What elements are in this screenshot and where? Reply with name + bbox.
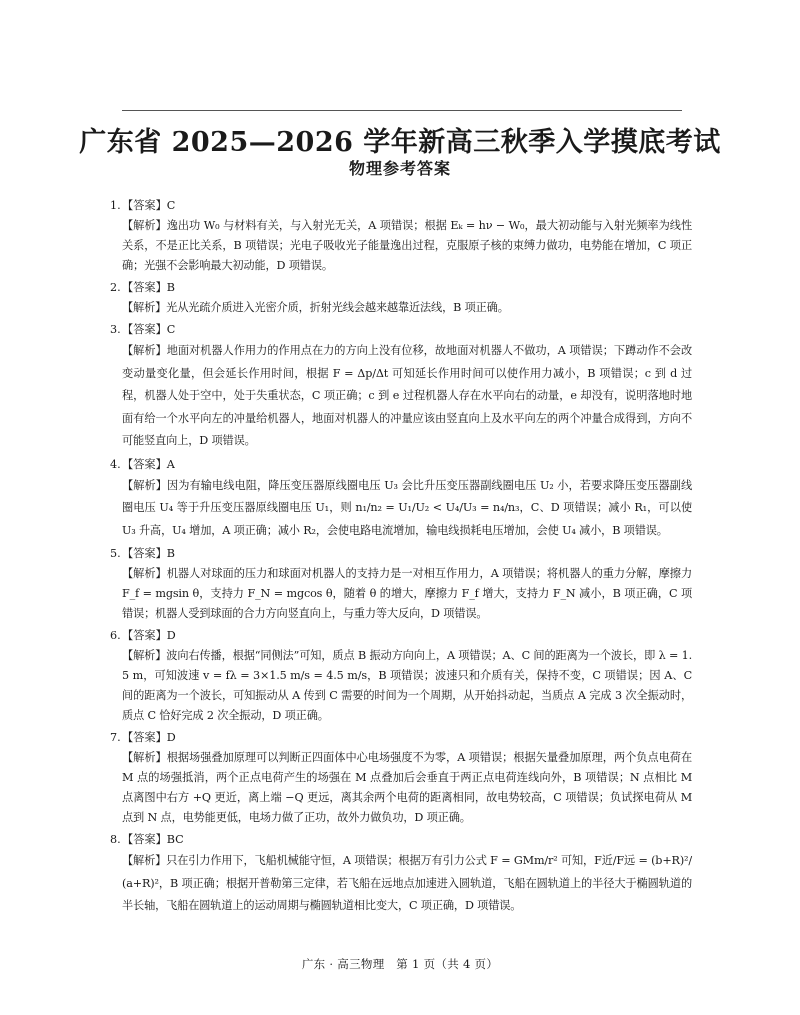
explanation: 【解析】地面对机器人作用力的作用点在力的方向上没有位移，故地面对机器人不做功，A 项错误；下蹲动作不会改变动量变化量，但会延长作用时间，根据 F = Δp/Δt 可知延长作用时间可以使作用力减小，B 项错误；c 到 d 过程，机器人处于空中，处于失重状态，C 项正确；c 到 e 过程机器人存在水平向右的动量，e 却没有，说明落地时地面有给一个水平向左的冲量给机器人，地面对机器人的冲量应该由竖直向上及水平向左的两个冲量合成得到，方向不可能竖直向上，D 项错误。 [122, 344, 692, 447]
header-rule [122, 110, 682, 111]
answer-label: 【答案】B [122, 281, 175, 294]
question-2 [110, 278, 692, 318]
question-number: 8. [110, 833, 121, 846]
explanation: 【解析】光从光疏介质进入光密介质，折射光线会越来越靠近法线，B 项正确。 [122, 301, 509, 314]
question-number: 5. [110, 547, 121, 560]
question-number: 3. [110, 323, 121, 336]
explanation: 【解析】波向右传播，根据“同侧法”可知，质点 B 振动方向向上，A 项错误；A、C 间的距离为一个波长，即 λ = 1.5 m，可知波速 v = fλ = 3×1.5 m/s = 4.5 m/s，B 项错误；波速只和介质有关，保持不变，C 项错误；因 A、C 间的距离为一个波长，可知振动从 A 传到 C 需要的时间为一个周期，从开始抖动起，当质点 A 完成 3 次全振动时，质点 C 恰好完成 2 次全振动，D 项正确。 [122, 649, 692, 722]
answer-label: 【答案】D [122, 629, 176, 642]
explanation: 【解析】逸出功 W₀ 与材料有关，与入射光无关，A 项错误；根据 Eₖ = hν − W₀，最大初动能与入射光频率为线性关系，不是正比关系，B 项错误；光电子吸收光子能量逸出过程，克服原子核的束缚力做功，电势能在增加，C 项正确；光强不会影响最大初动能，D 项错误。 [122, 219, 692, 272]
question-number: 4. [110, 457, 121, 471]
page-subtitle: 物理参考答案 [348, 159, 451, 178]
question-number: 2. [110, 281, 121, 294]
explanation: 【解析】因为有输电线电阻，降压变压器原线圈电压 U₃ 会比升压变压器副线圈电压 U₂ 小，若要求降压变压器副线圈电压 U₄ 等于升压变压器原线圈电压 U₁，则 n₁/n₂ = U₁/U₂ < U₄/U₃ = n₄/n₃，C、D 项错误；减小 R₁，可以使 U₃ 升高，U₄ 增加，A 项正确；减小 R₂，会使电路电流增加，输电线损耗电压增加，会使 U₄ 减小，B 项错误。 [122, 478, 692, 537]
question-number: 1. [110, 199, 121, 212]
question-4 [110, 455, 692, 543]
question-8 [110, 830, 692, 918]
explanation: 【解析】机器人对球面的压力和球面对机器人的支持力是一对相互作用力，A 项错误；将机器人的重力分解，摩擦力 F_f = mgsin θ，支持力 F_N = mgcos θ，随着 θ 的增大，摩擦力 F_f 增大，支持力 F_N 减小，B 项正确，C 项错误；机器人受到球面的合力方向竖直向上，与重力等大反向，D 项错误。 [122, 567, 692, 620]
question-number: 7. [110, 731, 121, 744]
question-1 [110, 196, 692, 276]
answer-label: 【答案】C [122, 323, 176, 336]
page-title: 广东省 2025—2026 学年新高三秋季入学摸底考试 [79, 127, 721, 158]
question-6 [110, 626, 692, 726]
explanation: 【解析】根据场强叠加原理可以判断正四面体中心电场强度不为零，A 项错误；根据矢量叠加原理，两个负点电荷在 M 点的场强抵消，两个正点电荷产生的场强在 M 点叠加后会垂直于两正点电荷连线向外，B 项错误；N 点相比 M 点离图中右方 +Q 更近，离上端 −Q 更远，离其余两个电荷的距离相同，故电势较高，C 项错误；负试探电荷从 M 点到 N 点，电势能更低，电场力做了正功，故外力做负功，D 项正确。 [122, 751, 692, 824]
page-footer: 广东 · 高三物理 第 1 页（共 4 页） [301, 957, 499, 971]
answer-label: 【答案】C [122, 199, 176, 212]
question-3 [110, 320, 692, 453]
question-5 [110, 544, 692, 624]
answer-label: 【答案】B [122, 547, 175, 560]
question-7 [110, 728, 692, 828]
answer-label: 【答案】D [122, 731, 176, 744]
answer-list [110, 196, 692, 920]
explanation: 【解析】只在引力作用下，飞船机械能守恒，A 项错误；根据万有引力公式 F = GMm/r² 可知，F近/F远 = (b+R)²/(a+R)²，B 项正确；根据开普勒第三定律，若飞船在远地点加速进入圆轨道，飞船在圆轨道上的半径大于椭圆轨道的半长轴，飞船在圆轨道上的运动周期与椭圆轨道相比变大，C 项正确，D 项错误。 [122, 854, 692, 912]
answer-label: 【答案】BC [122, 833, 184, 846]
question-number: 6. [110, 629, 121, 642]
answer-label: 【答案】A [122, 457, 175, 471]
